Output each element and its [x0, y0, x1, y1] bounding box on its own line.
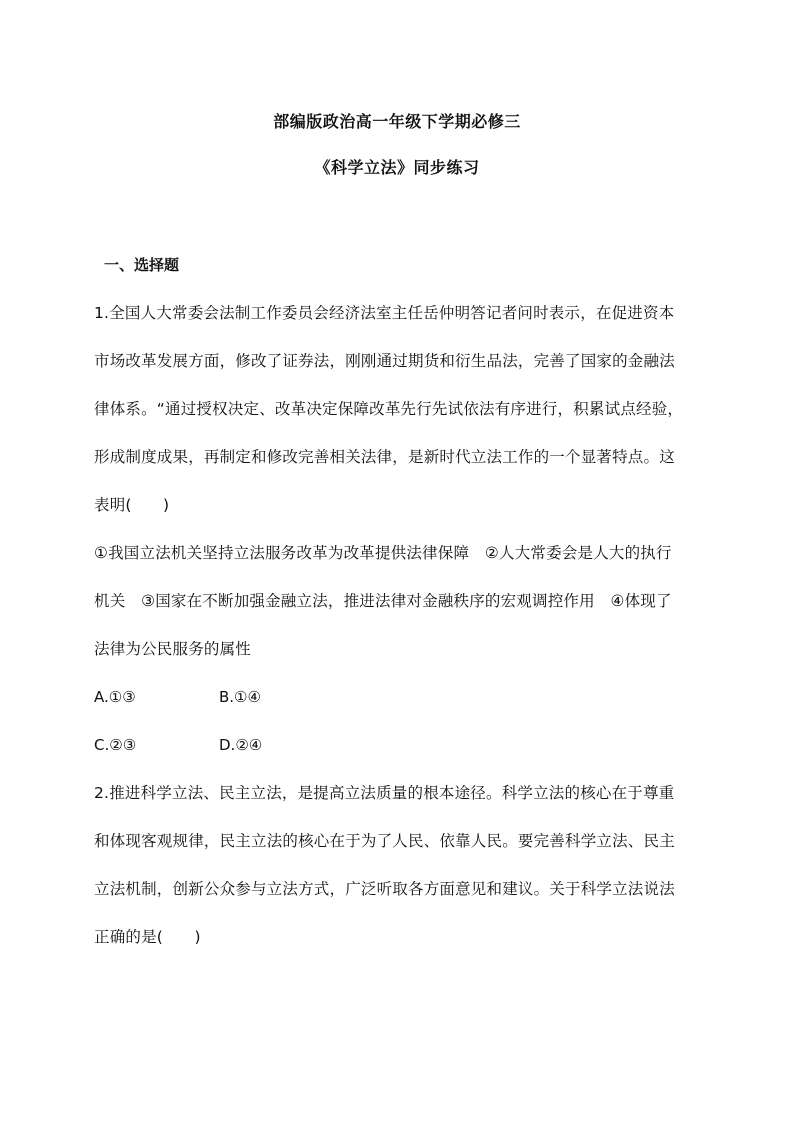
- option-b: B.①④: [219, 688, 261, 706]
- document-subtitle: 《科学立法》同步练习: [314, 158, 480, 177]
- question2-line-2: 和体现客观规律，民主立法的核心在于为了人民、依靠人民。要完善科学立法、民主: [94, 832, 675, 850]
- document-title: 部编版政治高一年级下学期必修三: [273, 112, 521, 131]
- question1-line-3: 律体系。“通过授权决定、改革决定保障改革先行先试依法有序进行，积累试点经验，: [94, 400, 684, 418]
- section-heading: 一、选择题: [104, 256, 180, 274]
- option-d: D.②④: [219, 736, 263, 754]
- question1-statement-line-3: 法律为公民服务的属性: [94, 640, 252, 658]
- question1-line-2: 市场改革发展方面，修改了证券法，刚刚通过期货和衍生品法，完善了国家的金融法: [94, 352, 675, 370]
- question1-line-5: 表明( ): [94, 496, 170, 514]
- option-a: A.①③: [94, 688, 136, 706]
- question1-line-1: 1.全国人大常委会法制工作委员会经济法室主任岳仲明答记者问时表示，在促进资本: [94, 304, 675, 322]
- question2-line-3: 立法机制，创新公众参与立法方式，广泛听取各方面意见和建议。关于科学立法说法: [94, 880, 675, 898]
- question1-line-4: 形成制度成果，再制定和修改完善相关法律，是新时代立法工作的一个显著特点。这: [94, 448, 675, 466]
- question2-line-4: 正确的是( ): [94, 928, 201, 946]
- question1-statement-line-1: ①我国立法机关坚持立法服务改革为改革提供法律保障 ②人大常委会是人大的执行: [94, 544, 672, 562]
- question2-line-1: 2.推进科学立法、民主立法，是提高立法质量的根本途径。科学立法的核心在于尊重: [94, 784, 675, 802]
- option-c: C.②③: [94, 736, 137, 754]
- question1-statement-line-2: 机关 ③国家在不断加强金融立法，推进法律对金融秩序的宏观调控作用 ④体现了: [94, 592, 672, 610]
